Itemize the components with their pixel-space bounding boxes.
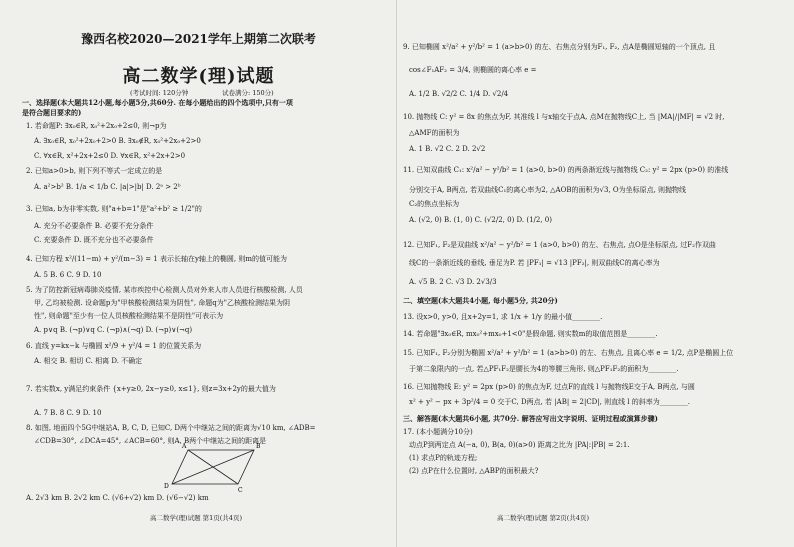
question-16-cont: x² + y² − px + 3p²/4 = 0 交于C, D两点, 若 |AB| = 2|CD|, 则直线 l 的斜率为________. <box>409 398 691 406</box>
question-17-part2: (2) 点P在什么位置时, △ABP的面积最大? <box>409 467 539 475</box>
q5-options: A. p∨q B. (¬p)∨q C. (¬p)∧(¬q) D. (¬p)∨(¬q) <box>34 326 193 334</box>
section-1-heading: 一、选择题(本大题共12小题,每小题5分,共60分. 在每小题给出的四个选项中,只有一项 <box>22 98 293 107</box>
q11-options: A. (√2, 0) B. (1, 0) C. (√2/2, 0) D. (1/2, 0) <box>409 216 552 224</box>
question-3: 3. 已知a, b为非零实数, 则"a+b=1"是"a²+b² ≥ 1/2"的 <box>26 205 202 213</box>
question-10-cont: △AMF的面积为 <box>409 129 460 137</box>
q4-options: A. 5 B. 6 C. 9 D. 10 <box>34 271 102 279</box>
question-15-cont: 于第二象限内的一点, 若△PF₁F₂是腰长为4的等腰三角形, 则△PF₁F₂的面积为________. <box>409 365 679 373</box>
question-17-text: 动点P到两定点 A(−a, 0), B(a, 0)(a>0) 距离之比为 |PA|:|PB| = 2:1. <box>409 441 630 449</box>
question-12-cont: 线C的一条渐近线的垂线, 垂足为P. 若 |PF₁| = √13 |PF₂|, 则双曲线C的离心率为 <box>409 259 660 267</box>
left-page-footer: 高二数学(理)试题 第1页(共4页) <box>150 514 242 522</box>
figure-label-a: A <box>182 443 187 450</box>
question-16: 16. 已知抛物线 E: y² = 2px (p>0) 的焦点为F, 过点F的直线 l 与抛物线E交于A, B两点, 与圆 <box>403 383 695 391</box>
q1-options-cd: C. ∀x∈R, x²+2x+2≤0 D. ∀x∈R, x²+2x+2>0 <box>34 152 186 160</box>
question-15: 15. 已知F₁, F₂分别为椭圆 x²/a² + y²/b² = 1 (a>b>0) 的左、右焦点, 且离心率 e = 1/2, 点P是椭圆上位 <box>403 349 734 357</box>
q8-options: A. 2√3 km B. 2√2 km C. (√6+√2) km D. (√6−√2) km <box>26 494 209 502</box>
figure-label-d: D <box>164 483 169 490</box>
question-1: 1. 若命题P: ∃x₀∈R, x₀²+2x₀+2≤0, 则¬p为 <box>26 122 167 130</box>
question-4: 4. 已知方程 x²/(11−m) + y²/(m−3) = 1 表示长轴在y轴上的椭圆, 则m的值可能为 <box>26 255 288 263</box>
question-10: 10. 抛物线 C: y² = 8x 的焦点为F, 其准线 l 与x轴交于点A, 点M在抛物线C上, 当 |MA|/|MF| = √2 时, <box>403 113 725 121</box>
q1-options-ab: A. ∃x₀∈R, x₀²+2x₀+2>0 B. ∃x₀∉R, x₀²+2x₀+2>0 <box>34 137 201 145</box>
question-8-cont: ∠CDB=30°, ∠DCA=45°, ∠ACB=60°, 则A, B两个中继站之间的距离是 <box>34 437 267 445</box>
quadrilateral-figure <box>164 443 261 494</box>
section-2-heading: 二、填空题(本大题共4小题, 每小题5分, 共20分) <box>403 296 558 305</box>
question-14: 14. 若命题"∃x₀∈R, mx₀²+mx₀+1<0"是假命题, 则实数m的取值范围是________. <box>403 330 658 338</box>
question-8: 8. 如图, 地面四个5G中继站A, B, C, D, 已知C, D两个中继站之间的距离为√10 km, ∠ADB= <box>26 424 316 432</box>
right-page-footer: 高二数学(理)试题 第2页(共4页) <box>497 514 589 522</box>
question-6: 6. 直线 y=kx−k 与椭圆 x²/9 + y²/4 = 1 的位置关系为 <box>26 342 202 350</box>
question-9: 9. 已知椭圆 x²/a² + y²/b² = 1 (a>b>0) 的左、右焦点分别为F₁, F₂, 点A是椭圆短轴的一个顶点, 且 <box>403 43 716 51</box>
exam-series-title: 豫西名校2020—2021学年上期第二次联考 <box>81 32 316 46</box>
question-5-cont1: 甲, 乙均被检测. 设命题p为"甲核酸检测结果为阴性", 命题q为"乙核酸检测结果为阴 <box>34 299 290 307</box>
exam-full-score: 试卷满分: 150分) <box>222 89 274 97</box>
exam-time: (考试时间: 120分钟 <box>130 89 189 97</box>
section-1-heading-cont: 是符合题目要求的) <box>22 108 82 117</box>
q3-options-ab: A. 充分不必要条件 B. 必要不充分条件 <box>34 222 154 230</box>
q3-options-cd: C. 充要条件 D. 既不充分也不必要条件 <box>34 236 154 244</box>
question-5: 5. 为了防控新冠病毒肺炎疫情, 某市疾控中心检测人员对外来人市人员进行核酸检测, 人员 <box>26 286 303 294</box>
question-17-part1: (1) 求点P的轨迹方程; <box>409 454 478 462</box>
question-11-cont1: 分别交于A, B两点, 若双曲线C₁的离心率为2, △AOB的面积为√3, O为坐标原点, 则抛物线 <box>409 186 687 194</box>
figure-label-b: B <box>256 443 261 450</box>
q2-options: A. a²>b² B. 1/a < 1/b C. |a|>|b| D. 2ᵃ > 2ᵇ <box>34 183 181 191</box>
exam-subject-title: 高二数学(理)试题 <box>122 66 275 87</box>
section-3-heading: 三、解答题(本大题共6小题, 共70分. 解答应写出文字说明、证明过程或演算步骤) <box>403 414 658 423</box>
question-17: 17. (本小题满分10分) <box>403 428 473 436</box>
question-11-cont2: C₂的焦点坐标为 <box>409 200 460 208</box>
question-7: 7. 若实数x, y满足约束条件 {x+y≥0, 2x−y≥0, x≤1}, 则z=3x+2y的最大值为 <box>26 385 276 393</box>
question-11: 11. 已知双曲线 C₁: x²/a² − y²/b² = 1 (a>0, b>0) 的两条渐近线与抛物线 C₂: y² = 2px (p>0) 的准线 <box>403 166 729 174</box>
question-12: 12. 已知F₁, F₂是双曲线 x²/a² − y²/b² = 1 (a>0, b>0) 的左、右焦点, 点O是坐标原点, 过F₂作双曲 <box>403 241 716 249</box>
q12-options: A. √5 B. 2 C. √3 D. 2√3/3 <box>409 278 497 286</box>
question-13: 13. 设x>0, y>0, 且x+2y=1, 求 1/x + 1/y 的最小值________. <box>403 313 603 321</box>
q6-options: A. 相交 B. 相切 C. 相离 D. 不确定 <box>34 357 143 365</box>
figure-label-c: C <box>238 487 243 494</box>
q7-options: A. 7 B. 8 C. 9 D. 10 <box>34 409 102 417</box>
question-2: 2. 已知a>0>b, 则下列不等式一定成立的是 <box>26 167 163 175</box>
right-page <box>397 0 794 547</box>
q10-options: A. 1 B. √2 C. 2 D. 2√2 <box>409 145 486 153</box>
q9-options: A. 1/2 B. √2/2 C. 1/4 D. √2/4 <box>409 90 509 98</box>
question-5-cont2: 性", 则命题"至少有一位人员核酸检测结果不是阴性"可表示为 <box>34 312 224 320</box>
question-9-cont: cos∠F₁AF₂ = 3/4, 则椭圆的离心率 e = <box>409 66 537 74</box>
